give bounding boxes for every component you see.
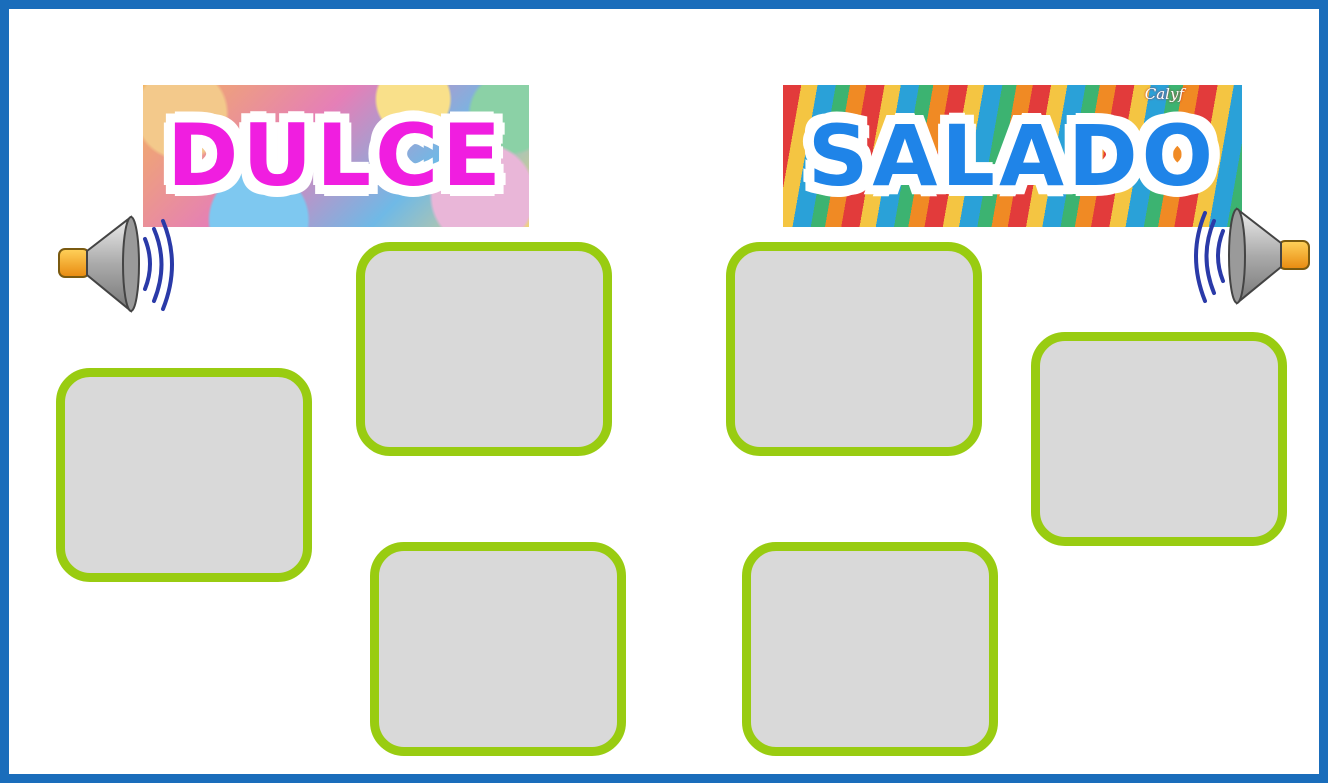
drop-zone-4[interactable] [726, 242, 982, 456]
drop-zone-3[interactable] [370, 542, 626, 756]
speaker-icon[interactable] [1191, 201, 1313, 311]
salado-banner [783, 85, 1242, 227]
drop-zone-2[interactable] [356, 242, 612, 456]
speaker-right-graphic [1191, 201, 1313, 311]
dulce-title: DULCE [167, 106, 505, 206]
drop-zone-1[interactable] [56, 368, 312, 582]
dulce-banner [143, 85, 529, 227]
brand-logo-text: Calyf [1144, 85, 1184, 103]
salado-title: SALADO [807, 107, 1218, 205]
speaker-icon[interactable] [55, 209, 177, 319]
drop-zone-6[interactable] [1031, 332, 1287, 546]
drop-zone-5[interactable] [742, 542, 998, 756]
speaker-left-graphic [55, 209, 177, 319]
